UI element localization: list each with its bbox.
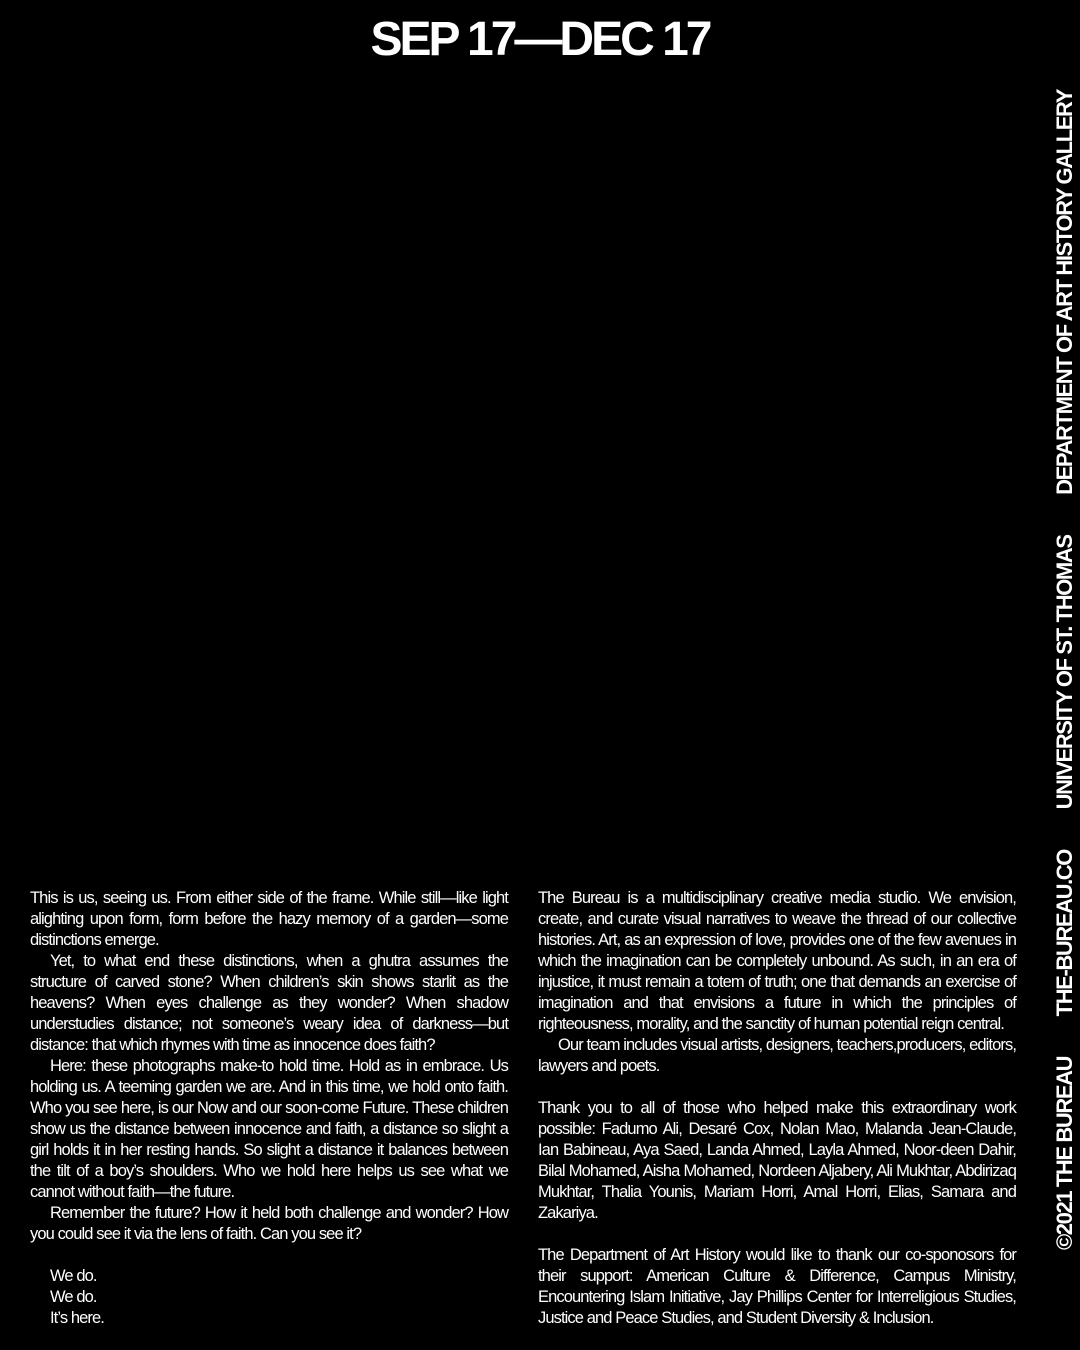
paragraph-gap xyxy=(538,1224,1016,1245)
statement-paragraph-4: Remember the future? How it held both challenge and wonder? How you could see it via the lens of faith. Can you see it? xyxy=(30,1204,508,1243)
signoff-line-1: We do. xyxy=(50,1267,97,1285)
university-text: UNIVERSITY OF ST. THOMAS xyxy=(1052,535,1077,810)
signoff-line-2: We do. xyxy=(50,1288,97,1306)
website-text: THE-BUREAU.CO xyxy=(1052,849,1077,1017)
statement-paragraph-3: Here: these photographs make-to hold time. Hold as in embrace. Us holding us. A teeming garden we are. And in this time, we hold onto faith. Who you see here, is our Now and our soon-come Future. These children show us the distance between innocence and faith, a distance so slight a girl holds it in her resting hands. So slight a distance it balances between the tilt of a boy’s shoulders. Who we hold here helps us see what we cannot without faith—the future. xyxy=(30,1057,508,1201)
statement-column xyxy=(30,888,508,1329)
statement-paragraph-2: Yet, to what end these distinctions, when a ghutra assumes the structure of carved stone? When children’s skin shows starlit as the heavens? When eyes challenge as they wonder? When shadow understudies distance; not someone’s weary idea of darkness—but distance: that which rhymes with time as innocence does faith? xyxy=(30,952,508,1054)
department-text: DEPARTMENT OF ART HISTORY GALLERY xyxy=(1052,90,1077,495)
signoff-line-3: It’s here. xyxy=(50,1309,104,1327)
team-description: Our team includes visual artists, designers, teachers,producers, editors, lawyers and poets. xyxy=(538,1036,1016,1075)
paragraph-gap xyxy=(538,1077,1016,1098)
bureau-description: The Bureau is a multidisciplinary creative media studio. We envision, create, and curate visual narratives to weave the thread of our collective histories. Art, as an expression of love, provides one of the few avenues in which the imagination can be completely unbound. As such, in an era of injustice, it must remain a totem of truth; one that demands an exercise of imagination and that envisions a future in which the principles of righteousness, morality, and the sanctity of human potential reign central. xyxy=(538,889,1016,1033)
signoff xyxy=(30,1266,508,1329)
paragraph-gap xyxy=(30,1245,508,1266)
acknowledgements: Thank you to all of those who helped make this extraordinary work possible: Fadumo Ali, Desaré Cox, Nolan Mao, Malanda Jean-Claude, Ian Babineau, Aya Saed, Landa Ahmed, Layla Ahmed, Noor-deen Dahir, Bilal Mohamed, Aisha Mohamed, Nordeen Aljabery, Ali Mukhtar, Abdirizaq Mukhtar, Thalia Younis, Mariam Horri, Amal Horri, Elias, Samara and Zakariya. xyxy=(538,1099,1016,1222)
co-sponsors: The Department of Art History would like to thank our co-sponosors for their support: American Culture & Difference, Campus Ministry, Encountering Islam Initiative, Jay Phillips Center for Interreligious Studies, Justice and Peace Studies, and Student Diversity & Inclusion. xyxy=(538,1246,1016,1327)
vertical-credits xyxy=(1050,90,1080,1250)
exhibition-dates: SEP 17—DEC 17 xyxy=(370,13,710,66)
credits-column xyxy=(538,888,1016,1329)
statement-paragraph-1: This is us, seeing us. From either side of the frame. While still—like light alighting upon form, form before the hazy memory of a garden—some distinctions emerge. xyxy=(30,889,508,949)
copyright-text: ©2021 THE BUREAU xyxy=(1052,1056,1077,1250)
